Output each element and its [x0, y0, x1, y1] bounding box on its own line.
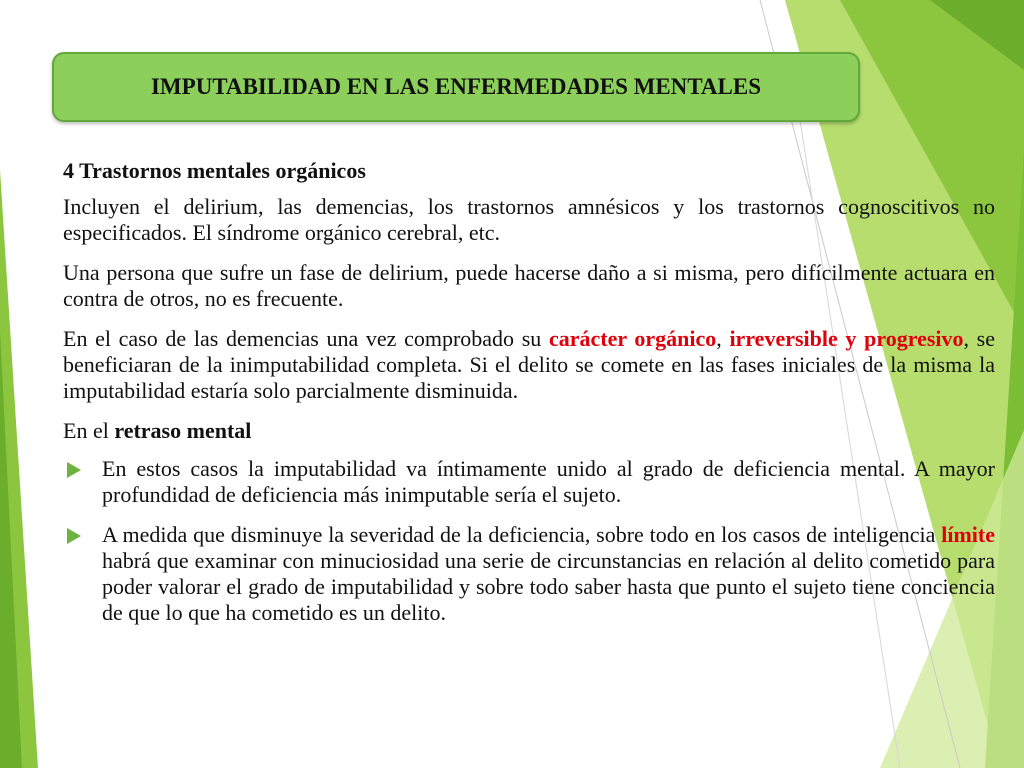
highlight-irreversible-progresivo: irreversible y progresivo: [729, 326, 964, 351]
dementias-text-before: En el caso de las demencias una vez comprobado su: [63, 326, 549, 351]
list-item: [63, 456, 995, 508]
dementias-separator: ,: [716, 326, 730, 351]
triangle-right-icon: [67, 528, 81, 544]
bullet-2-text-after: habrá que examinar con minuciosidad una serie de circunstancias en relación al delito cometido para poder valorar el grado de imputabilidad y sobre todo saber hasta que punto el sujeto tiene conciencia de que lo que ha cometido es un delito.: [102, 548, 995, 625]
triangle-right-icon: [67, 462, 81, 478]
retraso-mental-bold: retraso mental: [114, 418, 252, 443]
bullet-list: [63, 456, 995, 626]
paragraph-retraso-mental: [63, 418, 995, 444]
retraso-prefix: En el: [63, 418, 115, 443]
list-item: [63, 522, 995, 626]
section-heading: 4 Trastornos mentales orgánicos: [63, 158, 366, 183]
highlight-limite: límite: [941, 522, 995, 547]
content-area: [63, 158, 995, 640]
paragraph-delirium-behavior: Una persona que sufre un fase de delirium, puede hacerse daño a si misma, pero difícilmente actuara en contra de otros, no es frecuente.: [63, 260, 995, 311]
highlight-caracter-organico: carácter orgánico: [548, 326, 717, 351]
bullet-1-text: En estos casos la imputabilidad va íntimamente unido al grado de deficiencia mental. A mayor profundidad de deficiencia más inimputable sería el sujeto.: [102, 456, 995, 507]
paragraph-dementias: [63, 326, 995, 404]
slide-title: IMPUTABILIDAD EN LAS ENFERMEDADES MENTALES: [150, 74, 761, 99]
paragraph-delirium-list: Incluyen el delirium, las demencias, los trastornos amnésicos y los trastornos cognoscitivos no especificados. El síndrome orgánico cerebral, etc.: [63, 194, 995, 245]
bullet-2-text-before: A medida que disminuye la severidad de la deficiencia, sobre todo en los casos de inteligencia: [102, 522, 942, 547]
dementias-text-after: , se beneficiaran de la inimputabilidad completa. Si el delito se comete en las fases iniciales de la misma la imputabilidad estaría solo parcialmente disminuida.: [63, 326, 996, 403]
title-box: [52, 52, 860, 122]
